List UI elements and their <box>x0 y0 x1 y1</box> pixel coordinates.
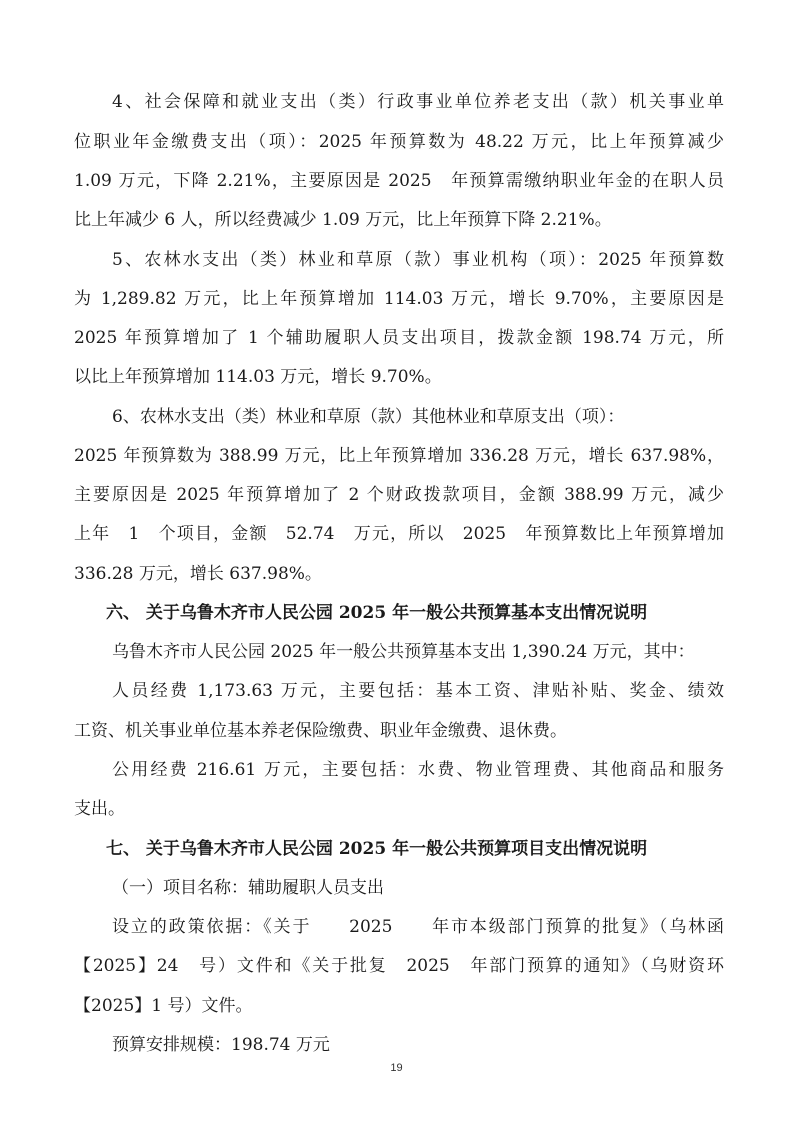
text-line: 【2025】1 号）文件。 <box>74 996 253 1016</box>
text-line: 主要原因是 2025 年预算增加了 2 个财政拨款项目，金额 388.99 万元，减少 <box>74 485 724 505</box>
text-line: 设立的政策依据：《关于 2025 年市本级部门预算的批复》（乌林函 <box>112 917 724 937</box>
text-line: 4、社会保障和就业支出（类）行政事业单位养老支出（款）机关事业单 <box>112 92 724 112</box>
text-line: 1.09 万元，下降 2.21%，主要原因是 2025 年预算需缴纳职业年金的在职人员 <box>74 171 724 191</box>
text-line: 比上年减少 6 人，所以经费减少 1.09 万元，比上年预算下降 2.21%。 <box>74 210 612 230</box>
text-line: （一）项目名称：辅助履职人员支出 <box>112 878 384 898</box>
text-line: 工资、机关事业单位基本养老保险缴费、职业年金缴费、退休费。 <box>74 721 567 741</box>
text-line: 为 1,289.82 万元，比上年预算增加 114.03 万元，增长 9.70%，主要原因是 <box>74 289 724 309</box>
text-line: 位职业年金缴费支出（项）：2025 年预算数为 48.22 万元，比上年预算减少 <box>74 132 724 152</box>
text-line: 乌鲁木齐市人民公园 2025 年一般公共预算基本支出 1,390.24 万元，其中： <box>112 642 695 662</box>
text-line: 【2025】24 号）文件和《关于批复 2025 年部门预算的通知》（乌财资环 <box>74 956 724 976</box>
text-line: 6、农林水支出（类）林业和草原（款）其他林业和草原支出（项）： <box>112 407 625 427</box>
text-line: 336.28 万元，增长 637.98%。 <box>74 564 322 584</box>
page-number: 19 <box>390 1062 403 1074</box>
text-line: 支出。 <box>74 799 125 819</box>
text-line: 5、农林水支出（类）林业和草原（款）事业机构（项）：2025 年预算数 <box>112 250 724 270</box>
text-line: 公用经费 216.61 万元，主要包括：水费、物业管理费、其他商品和服务 <box>112 760 724 780</box>
text-line: 预算安排规模：198.74 万元 <box>112 1035 330 1055</box>
text-line: 上年 1 个项目，金额 52.74 万元，所以 2025 年预算数比上年预算增加 <box>74 524 724 544</box>
text-line: 2025 年预算数为 388.99 万元，比上年预算增加 336.28 万元，增长 637.98%， <box>74 446 724 466</box>
text-line: 以比上年预算增加 114.03 万元，增长 9.70%。 <box>74 367 442 387</box>
text-line: 人员经费 1,173.63 万元，主要包括：基本工资、津贴补贴、奖金、绩效 <box>112 681 724 701</box>
section-heading: 七、 关于乌鲁木齐市人民公园 2025 年一般公共预算项目支出情况说明 <box>106 839 648 859</box>
text-line: 2025 年预算增加了 1 个辅助履职人员支出项目，拨款金额 198.74 万元，所 <box>74 328 724 348</box>
section-heading: 六、 关于乌鲁木齐市人民公园 2025 年一般公共预算基本支出情况说明 <box>106 603 648 623</box>
